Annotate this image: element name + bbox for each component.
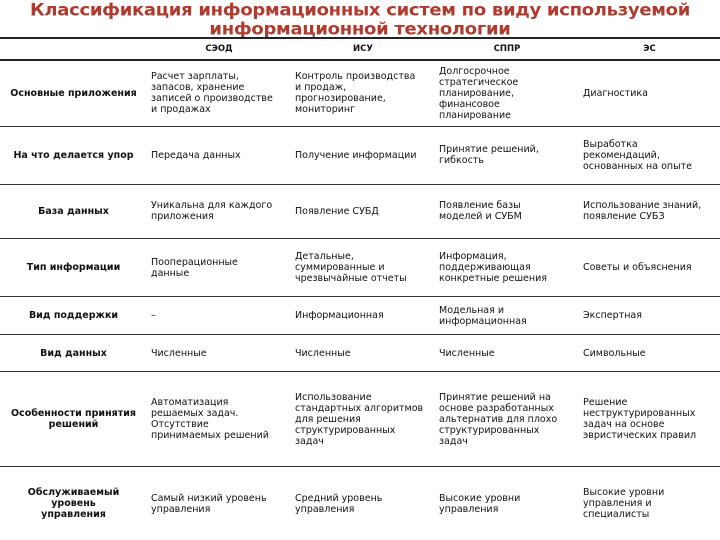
cell-text: Экспертная [583, 310, 642, 322]
table-cell [435, 297, 579, 334]
header-es: ЭС [579, 38, 720, 60]
row-label [0, 239, 147, 297]
row-label-text: Обслуживаемый уровень управления [27, 487, 120, 521]
cell-text: Численные [151, 347, 207, 359]
table-cell [147, 60, 291, 126]
cell-text: Диагностика [583, 87, 648, 99]
table-row [0, 126, 720, 184]
page-title [0, 1, 720, 39]
row-label [0, 297, 147, 334]
cell-text: Контроль производства и продаж, прогнозирование, мониторинг [295, 71, 416, 116]
table-cell [579, 372, 720, 467]
cell-text: Расчет зарплаты, запасов, хранение записей о производстве и продажах [151, 71, 273, 116]
cell-text: Передача данных [151, 149, 241, 161]
cell-text: Долгосрочное стратегическое планирование, финансовое планирование [439, 65, 519, 121]
row-label-text: Тип информации [26, 262, 121, 274]
table-row [0, 334, 720, 371]
table-row [0, 297, 720, 334]
cell-text: Информация, поддерживающая конкретные решения [439, 251, 547, 285]
cell-text: Численные [439, 347, 495, 359]
cell-text: Высокие уровни управления [439, 492, 521, 515]
table-row [0, 60, 720, 126]
cell-text: Символьные [583, 347, 646, 359]
table-cell [579, 239, 720, 297]
table-header-row [0, 38, 720, 60]
cell-text: Появление базы моделей и СУБМ [439, 200, 522, 223]
table-cell [435, 372, 579, 467]
cell-text: Самый низкий уровень управления [151, 492, 267, 515]
row-label-text: На что делается упор [13, 149, 134, 161]
row-label-text: Вид данных [40, 347, 107, 359]
table-cell [291, 372, 435, 467]
row-label-text: Особенности принятия решений [10, 408, 136, 431]
table-cell [579, 297, 720, 334]
table-body [0, 60, 720, 540]
cell-text: Использование стандартных алгоритмов для решения структурированных задач [295, 391, 424, 447]
row-label-text: Основные приложения [10, 87, 137, 99]
row-label [0, 372, 147, 467]
table-row [0, 184, 720, 238]
row-label-text: Вид поддержки [28, 310, 119, 322]
classification-table [0, 37, 720, 540]
cell-text: Численные [295, 347, 351, 359]
table-cell [291, 126, 435, 184]
cell-text: Появление СУБД [295, 205, 379, 217]
header-corner [0, 38, 147, 60]
row-label-text: База данных [38, 205, 109, 217]
table-row [0, 239, 720, 297]
table-cell [291, 467, 435, 540]
table-cell [291, 239, 435, 297]
row-label [0, 184, 147, 238]
table-cell [579, 467, 720, 540]
table-cell [147, 126, 291, 184]
cell-text: Решение неструктурированных задач на основе эвристических правил [583, 397, 697, 442]
title-line-2: информационной технологии [209, 19, 511, 39]
cell-text: Пооперационные данные [151, 256, 238, 279]
title-line-1: Классификация информационных систем по виду используемой [29, 0, 691, 21]
cell-text: – [151, 310, 156, 322]
cell-text: Использование знаний, появление СУБЗ [583, 200, 702, 223]
table-cell [291, 334, 435, 371]
table-cell [435, 126, 579, 184]
cell-text: Высокие уровни управления и специалисты [583, 487, 665, 521]
header-sedo: СЭОД [147, 38, 291, 60]
cell-text: Детальные, суммированные и чрезвычайные отчеты [295, 251, 407, 285]
cell-text: Советы и объяснения [583, 262, 692, 274]
row-label [0, 60, 147, 126]
cell-text: Модельная и информационная [439, 304, 527, 327]
table-cell [579, 334, 720, 371]
cell-text: Информационная [295, 310, 384, 322]
table-cell [291, 184, 435, 238]
table-row [0, 467, 720, 540]
table-cell [579, 184, 720, 238]
cell-text: Уникальна для каждого приложения [151, 200, 273, 223]
table-cell [147, 184, 291, 238]
cell-text: Автоматизация решаемых задач. Отсутствие принимаемых решений [151, 397, 269, 442]
row-label [0, 126, 147, 184]
table-cell [147, 297, 291, 334]
cell-text: Выработка рекомендаций, основанных на опыте [583, 138, 692, 172]
table-cell [435, 467, 579, 540]
cell-text: Средний уровень управления [295, 492, 383, 515]
table-cell [291, 297, 435, 334]
table-cell [435, 60, 579, 126]
table-cell [435, 239, 579, 297]
table-row [0, 372, 720, 467]
cell-text: Получение информации [295, 149, 417, 161]
table-cell [435, 334, 579, 371]
table-cell [435, 184, 579, 238]
row-label [0, 334, 147, 371]
cell-text: Принятие решений, гибкость [439, 144, 539, 167]
table-cell [579, 60, 720, 126]
header-sppr: СППР [435, 38, 579, 60]
header-isu: ИСУ [291, 38, 435, 60]
cell-text: Принятие решений на основе разработанных альтернатив для плохо структурированных задач [439, 391, 558, 447]
row-label [0, 467, 147, 540]
table-cell [147, 372, 291, 467]
table-cell [147, 239, 291, 297]
table-cell [579, 126, 720, 184]
table-cell [147, 467, 291, 540]
table-cell [147, 334, 291, 371]
table-cell [291, 60, 435, 126]
